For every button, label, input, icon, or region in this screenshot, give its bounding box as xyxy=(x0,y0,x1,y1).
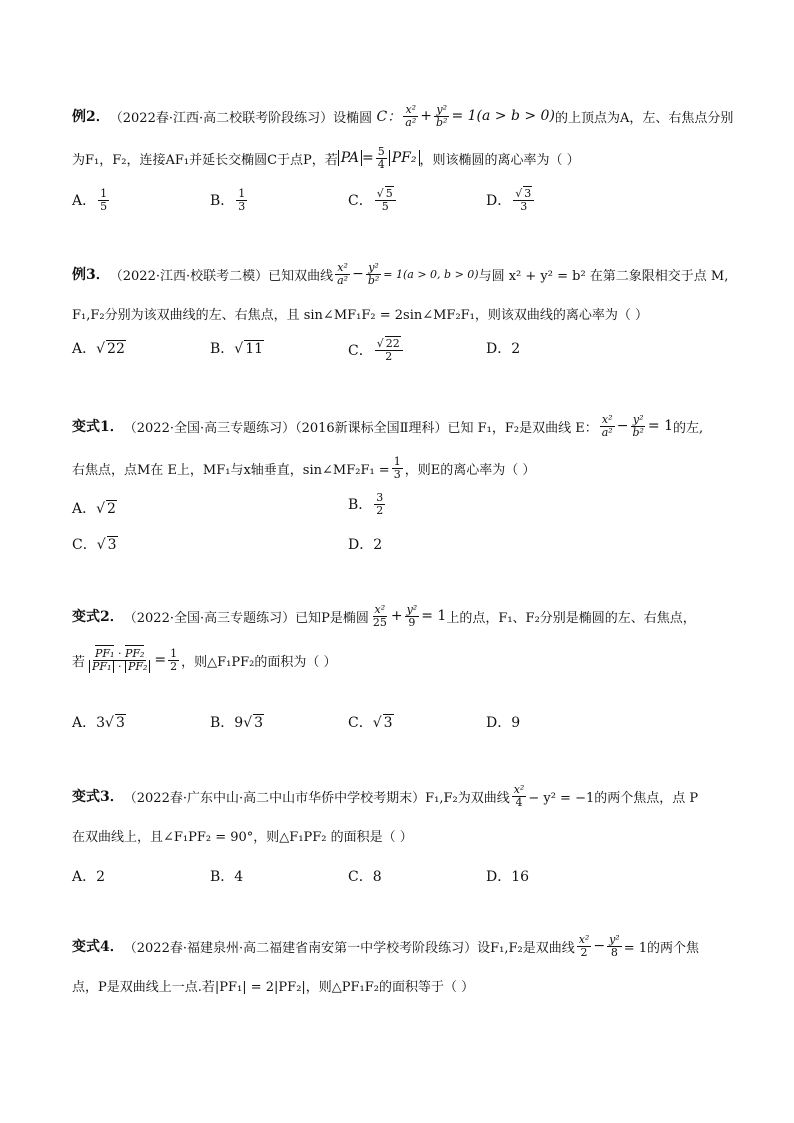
variant-2-option-d[interactable]: D．9 xyxy=(486,715,521,731)
variant-2-line-1: 变式2． （2022·全国·高三专题练习）已知P是椭圆 $\frac{\text{x²}}{25}$ + $\frac{\text{y²}}{9}$ = 1 上的点，F₁、F₂分别是椭圆的左、右焦点， xyxy=(72,603,696,629)
variant-1-line-1: 变式1． （2022·全国·高三专题练习）（2016新课标全国Ⅱ理科）已知 F₁，F₂是双曲线 E： $\frac{\text{x²}}{\text{a²}}$ − $\frac{\text{y²}}{\text{b²}}$ = 1 的左, xyxy=(72,413,704,439)
variant-2-text-2a: 若 xyxy=(72,654,86,670)
variant-2-text-2b: ，则△F₁PF₂的面积为（ ） xyxy=(181,654,337,670)
example-2-text-2b: ，则该椭圆的离心率为（ ） xyxy=(419,152,580,168)
variant-4-text-2: 点，P是双曲线上一点.若|PF₁| = 2|PF₂|，则△PF₁F₂的面积等于（ ） xyxy=(72,980,475,995)
example-2-text-2a: 为F₁，F₂，连接AF₁并延长交椭圆C于点P，若 xyxy=(72,152,338,168)
example-3-option-d[interactable]: D．2 xyxy=(486,341,521,357)
example-2-fraction-x: $\frac{\text{x²}}{\text{a²}}$ xyxy=(405,103,417,129)
example-2-math: C： xyxy=(372,109,402,126)
example-2-fraction-y: $\frac{\text{y²}}{\text{b²}}$ xyxy=(435,103,448,129)
variant-1-line-2 xyxy=(72,456,535,480)
variant-4-line-2 xyxy=(72,976,474,995)
example-2-label: 例2． xyxy=(72,109,110,126)
example-2-option-d[interactable]: D． $\frac{√ 3}{3}$ xyxy=(486,188,536,212)
variant-3-option-c[interactable]: C．8 xyxy=(348,869,382,885)
variant-2-source: （2022·全国·高三专题练习）已知P是椭圆 xyxy=(123,610,369,626)
variant-1-option-d[interactable]: D．2 xyxy=(348,537,383,553)
variant-4-fraction-x: $\frac{\text{x²}}{2}$ xyxy=(578,933,590,959)
example-2-fraction-5-4: $\frac{5}{4}$ xyxy=(377,145,385,171)
variant-2-vector-fraction: $\frac{\text{PF₁ · PF₂}}{\text{PF₁ · PF₂}}$ xyxy=(87,648,152,672)
variant-2-line-2: 若 $\frac{\text{PF₁ · PF₂}}{\text{PF₁ · PF₂}}$ = $\frac{1}{2}$ ，则△F₁PF₂的面积为（ ） xyxy=(72,647,337,673)
variant-1-source: （2022·全国·高三专题练习）（2016新课标全国Ⅱ理科）已知 F₁，F₂是双曲线 E： xyxy=(123,420,598,436)
example-2-option-c[interactable]: C． $\frac{√ 5}{5}$ xyxy=(348,188,398,212)
example-3-option-c[interactable]: C． $\frac{√ 22}{2}$ xyxy=(348,338,405,362)
example-3-option-b[interactable]: B．√ 11 xyxy=(210,340,264,357)
variant-4-label: 变式4． xyxy=(72,939,124,956)
variant-1-text-2b: ，则E的离心率为（ ） xyxy=(404,462,536,478)
example-2-option-b[interactable]: B． $\frac{1}{3}$ xyxy=(210,187,246,213)
variant-1-text-1: 的左, xyxy=(673,420,704,436)
variant-4-text-1: = 1的两个焦 xyxy=(623,940,699,956)
example-3-fraction-y: $\frac{\text{y²}}{\text{b²}}$ xyxy=(367,261,380,287)
variant-3-option-d[interactable]: D．16 xyxy=(486,869,530,885)
example-3-line-1: 例3． （2022·江西·校联考二模）已知双曲线 $\frac{\text{x²}}{\text{a²}}$ − $\frac{\text{y²}}{\text{b²}}$ = 1(a > 0, b > 0) 与圆 x² + y² = b² 在第二象限相交于点 M, xyxy=(72,261,729,287)
variant-1-option-c[interactable]: C．√ 3 xyxy=(72,536,117,553)
example-3-label: 例3． xyxy=(72,267,110,284)
variant-2-fraction-x: $\frac{\text{x²}}{25}$ xyxy=(372,603,387,629)
variant-2-option-c[interactable]: C．√ 3 xyxy=(348,714,393,731)
example-3-line-2 xyxy=(72,304,648,323)
example-3-text-1: 与圆 x² + y² = b² 在第二象限相交于点 M, xyxy=(478,268,729,284)
example-3-source: （2022·江西·校联考二模）已知双曲线 xyxy=(109,268,334,284)
example-2-source: （2022春·江西·高二校联考阶段练习）设椭圆 xyxy=(109,110,373,126)
example-2-text-1: 的上顶点为A，左、右焦点分别 xyxy=(554,110,734,126)
variant-3-text-2: 在双曲线上，且∠F₁PF₂ = 90°，则△F₁PF₂ 的面积是（ ） xyxy=(72,830,413,845)
variant-3-line-1 xyxy=(72,784,698,808)
variant-2-option-a[interactable]: A．3√ 3 xyxy=(72,714,125,731)
variant-3-label: 变式3． xyxy=(72,789,124,806)
variant-1-fraction-x: $\frac{\text{x²}}{\text{a²}}$ xyxy=(601,413,613,439)
variant-3-option-a[interactable]: A．2 xyxy=(72,869,106,885)
variant-1-fraction-1-3: $\frac{1}{3}$ xyxy=(393,455,401,481)
example-2-line-2: 为F₁，F₂，连接AF₁并延长交椭圆C于点P，若 PA = $\frac{5}{4}$ PF₂ ，则该椭圆的离心率为（ ） xyxy=(72,145,580,171)
variant-2-fraction-1-2: $\frac{1}{2}$ xyxy=(170,647,178,673)
variant-3-option-b[interactable]: B．4 xyxy=(210,869,244,885)
variant-1-text-2a: 右焦点，点M在 E上，MF₁与x轴垂直，sin∠MF₂F₁ = xyxy=(72,462,390,478)
variant-2-fraction-y: $\frac{\text{y²}}{9}$ xyxy=(406,603,418,629)
example-2-line-1: 例2． （2022春·江西·高二校联考阶段练习）设椭圆 C： $\frac{\text{x²}}{\text{a²}}$ + $\frac{\text{y²}}{\text{b²}}$ = 1(a > b > 0) 的上顶点为A，左、右焦点分别 xyxy=(72,103,734,129)
variant-3-line-2 xyxy=(72,826,413,845)
example-3-text-2: F₁,F₂分别为该双曲线的左、右焦点，且 sin∠MF₁F₂ = 2sin∠MF₂F₁，则该双曲线的离心率为（ ） xyxy=(72,308,649,323)
variant-1-option-b[interactable]: B． $\frac{3}{2}$ xyxy=(348,491,384,517)
example-3-option-a[interactable]: A．√ 22 xyxy=(72,340,125,357)
example-3-fraction-x: $\frac{\text{x²}}{\text{a²}}$ xyxy=(337,261,349,287)
variant-4-line-1: 变式4． （2022春·福建泉州·高二福建省南安第一中学校考阶段练习）设F₁,F₂是双曲线 $\frac{\text{x²}}{2}$ − $\frac{\text{y²}}{8}$ = 1的两个焦 xyxy=(72,933,699,959)
variant-3-source: （2022春·广东中山·高二中山市华侨中学校考期末）F₁,F₂为双曲线 xyxy=(123,790,510,806)
variant-1-label: 变式1． xyxy=(72,419,124,436)
variant-4-source: （2022春·福建泉州·高二福建省南安第一中学校考阶段练习）设F₁,F₂是双曲线 xyxy=(123,940,575,956)
variant-4-fraction-y: $\frac{\text{y²}}{8}$ xyxy=(609,933,620,959)
example-2-option-a[interactable]: A． $\frac{1}{5}$ xyxy=(72,187,108,213)
variant-3-fraction-x: $\frac{\text{x²}}{4}$ xyxy=(513,783,525,809)
variant-1-option-a[interactable]: A．√ 2 xyxy=(72,500,116,517)
variant-2-text-1: 上的点，F₁、F₂分别是椭圆的左、右焦点， xyxy=(446,610,696,626)
variant-2-label: 变式2． xyxy=(72,609,124,626)
variant-2-option-b[interactable]: B．9√ 3 xyxy=(210,714,264,731)
variant-1-fraction-y: $\frac{\text{y²}}{\text{b²}}$ xyxy=(632,413,644,439)
variant-3-text-1: − y² = −1的两个焦点，点 P xyxy=(528,790,699,806)
